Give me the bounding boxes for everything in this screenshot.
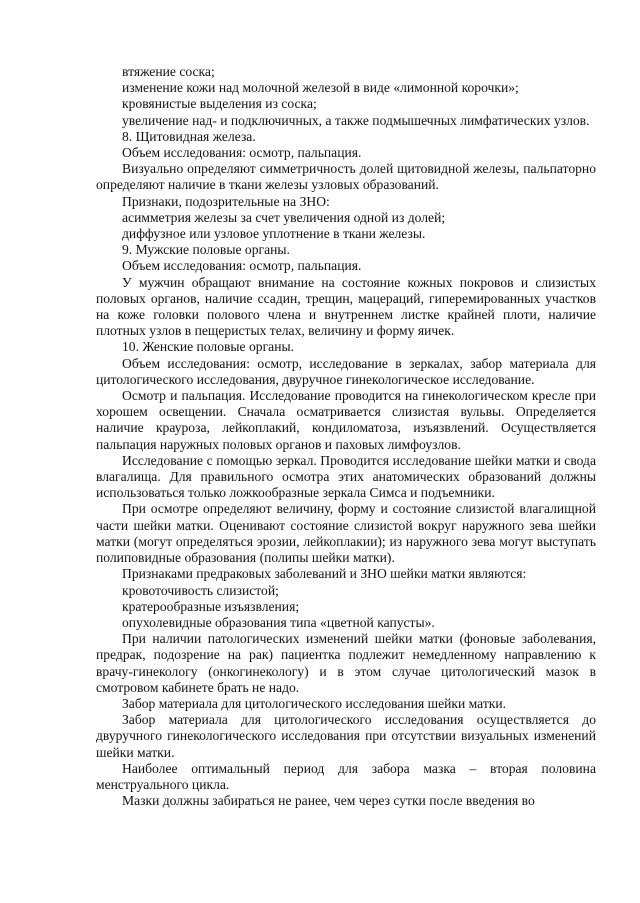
paragraph: Наиболее оптимальный период для забора мазка – вторая половина менструального цикла. (96, 760, 596, 792)
paragraph: Объем исследования: осмотр, исследование в зеркалах, забор материала для цитологического исследования, двуручное гинекологическое исследование. (96, 355, 596, 387)
paragraph: Исследование с помощью зеркал. Проводится исследование шейки матки и свода влагалища. Для правильного осмотра этих анатомических образований должны использоваться только ложкообразные зеркала Симса и подъемники. (96, 452, 596, 501)
list-item-lymph-nodes: увеличение над- и подключичных, а также подмышечных лимфатических узлов. (122, 112, 590, 128)
paragraph: Признаками предраковых заболеваний и ЗНО шейки матки являются: (122, 566, 527, 582)
paragraph: Осмотр и пальпация. Исследование проводится на гинекологическом кресле при хорошем освещении. Сначала осматривается слизистая вульвы. Определяется наличие крауроза, лейкоплакий, кондиломатоза, изъязвлений. Осуществляется пальпация наружных половых органов и паховых лимфоузлов. (96, 388, 596, 452)
list-item-nipple-retraction: втяжение соска; (122, 64, 215, 79)
list-item-bloody-discharge: кровянистые выделения из соска; (122, 96, 317, 112)
section-heading-thyroid: 8. Щитовидная железа. (122, 128, 256, 144)
paragraph: У мужчин обращают внимание на состояние кожных покровов и слизистых половых органов, наличие ссадин, трещин, мацераций, гиперемированных участков на коже головки полового члена и внутреннем листке крайней плоти, наличие плотных узлов в пещеристых телах, величину и форму яичек. (96, 274, 596, 339)
paragraph: Забор материала для цитологического исследования осуществляется до двуручного гинекологического исследования при отсутствии визуальных изменений шейки матки. (96, 712, 596, 760)
paragraph: При наличии патологических изменений шейки матки (фоновые заболевания, предрак, подозрение на рак) пациентка подлежит немедленному направлению к врачу-гинекологу (онкогинекологу) и в этом случае цитологический мазок в смотровом кабинете брать не надо. (96, 631, 596, 695)
paragraph: Забор материала для цитологического исследования шейки матки. (122, 695, 507, 711)
paragraph: Объем исследования: осмотр, пальпация. (122, 145, 362, 161)
list-item: кратерообразные изъязвления; (122, 598, 300, 614)
list-item: опухолевидные образования типа «цветной капусты». (122, 614, 435, 630)
paragraph: Объем исследования: осмотр, пальпация. (122, 258, 362, 274)
paragraph: Визуально определяют симметричность долей щитовидной железы, пальпаторно определяют наличие в ткани железы узловых образований. (96, 161, 596, 193)
section-heading-male-organs: 9. Мужские половые органы. (122, 242, 290, 258)
list-item: диффузное или узловое уплотнение в ткани железы. (122, 226, 426, 242)
paragraph: Мазки должны забираться не ранее, чем через сутки после введения во (122, 793, 535, 809)
list-item-skin-change: изменение кожи над молочной железой в виде «лимонной корочки»; (122, 80, 519, 96)
document-page (96, 64, 596, 809)
paragraph: Признаки, подозрительные на ЗНО: (122, 193, 330, 209)
paragraph: При осмотре определяют величину, форму и состояние слизистой влагалищной части шейки матки. Оценивают состояние слизистой вокруг наружного зева шейки матки (могут определяться эрозии, лейкоплакии); из наружного зева могут выступать полиповидные образования (полипы шейки матки). (96, 501, 596, 566)
section-heading-female-organs: 10. Женские половые органы. (122, 339, 294, 355)
list-item: кровоточивость слизистой; (122, 582, 279, 598)
list-item: асимметрия железы за счет увеличения одной из долей; (122, 209, 446, 225)
